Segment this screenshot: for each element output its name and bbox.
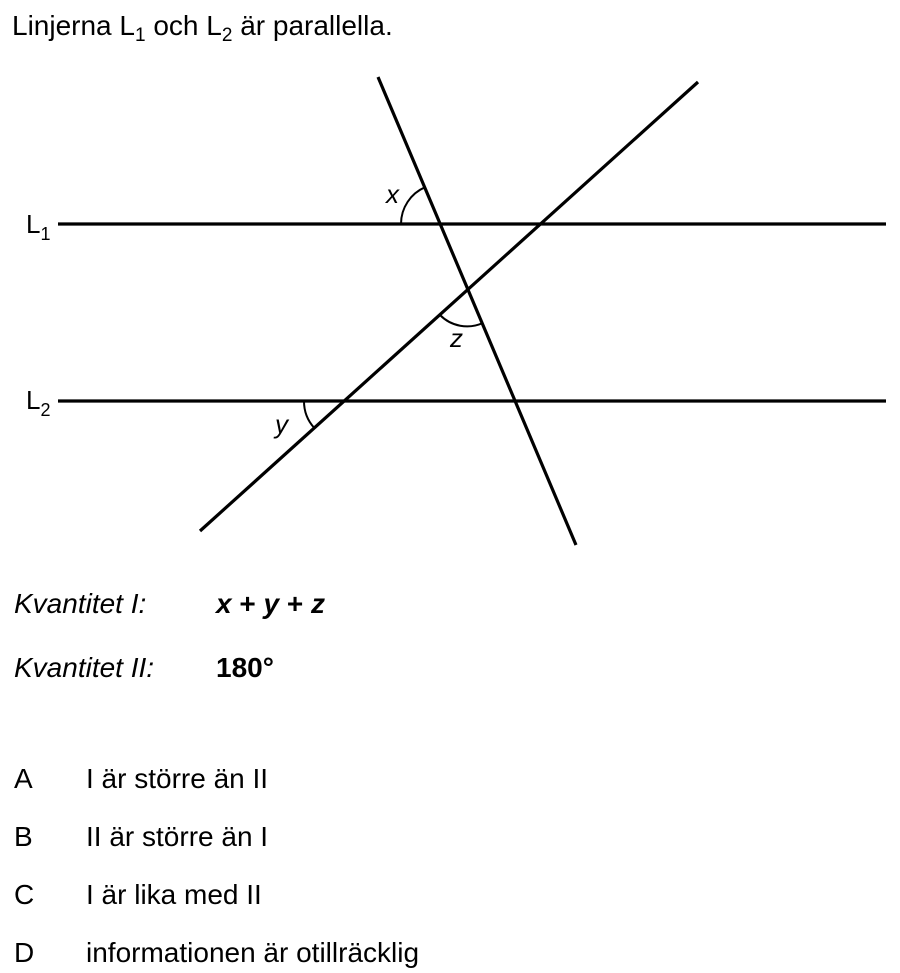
angle-arc-y (304, 401, 314, 428)
option-a-letter: A (14, 763, 33, 794)
quantity-1-label: Kvantitet I: (14, 588, 147, 619)
line2-subscript: 2 (221, 25, 233, 46)
quantity-2-label: Kvantitet II: (14, 652, 155, 683)
option-d-text: informationen är otillräcklig (86, 937, 420, 968)
option-c-letter: C (14, 879, 35, 910)
line1-label: $L_1$ (26, 209, 51, 244)
transversal-steep (378, 77, 576, 545)
question-intro-suffix: är parallella. (232, 10, 393, 41)
option-a-text: I är större än II (86, 763, 269, 794)
line1-subscript: 1 (134, 25, 146, 46)
quantity-1-value: x + y + z (216, 588, 325, 619)
angle-label-x: x (386, 179, 399, 209)
line1-name: L (119, 10, 135, 41)
option-b-letter: B (14, 821, 33, 852)
angle-arc-x (401, 187, 425, 224)
angle-label-z: z (450, 323, 463, 353)
option-d-letter: D (14, 937, 35, 968)
line2-name: L (206, 10, 222, 41)
quantity-2-value: 180° (216, 652, 274, 683)
option-b-text: II är större än I (86, 821, 269, 852)
question-intro-prefix: Linjerna (12, 10, 120, 41)
option-c-text: I är lika med II (86, 879, 262, 910)
line2-label: $L_2$ (26, 385, 51, 420)
angle-label-y: y (275, 409, 288, 439)
transversal-diagonal (200, 82, 698, 531)
question-connector: och (145, 10, 207, 41)
